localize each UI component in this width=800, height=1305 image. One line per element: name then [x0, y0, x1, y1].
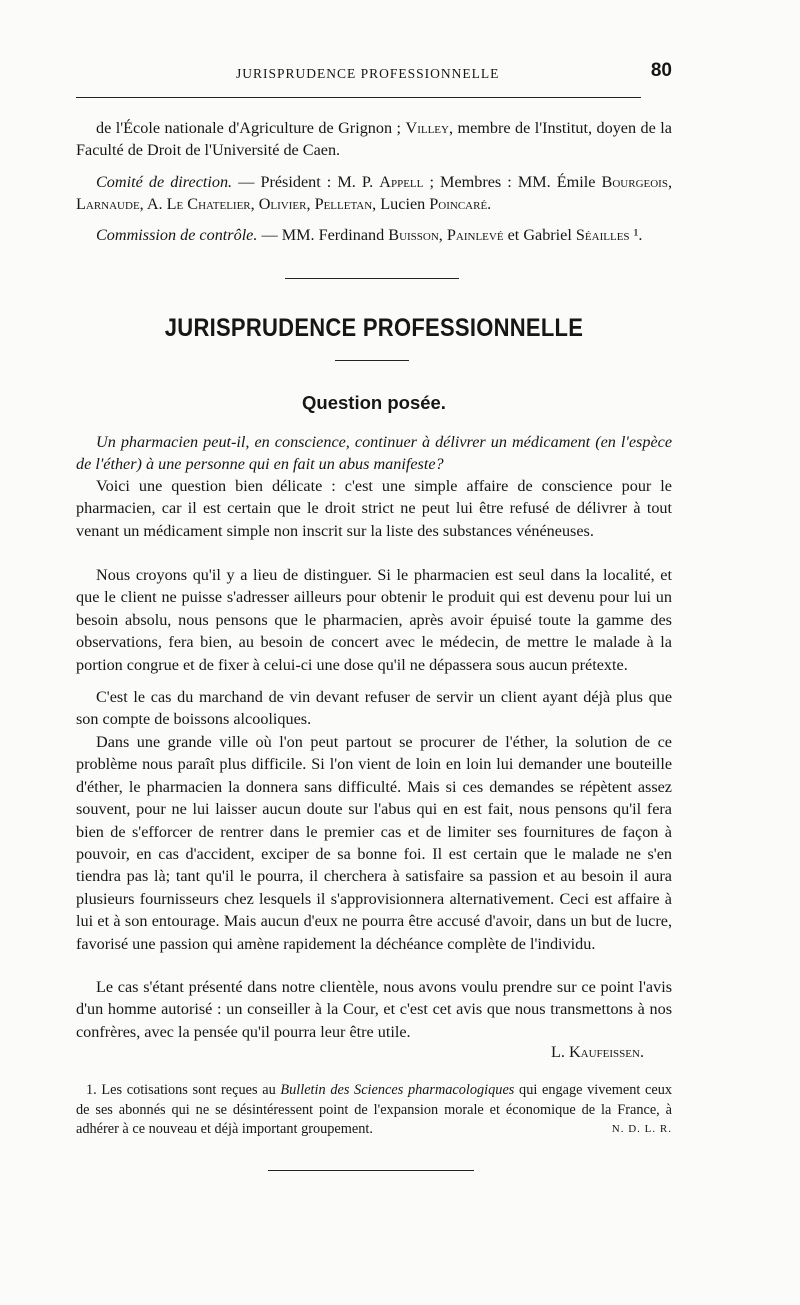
footnote	[76, 1081, 672, 1140]
intro-paragraph-3	[76, 224, 672, 246]
footnote-number: 1.	[86, 1082, 102, 1098]
intro-paragraph-1	[76, 117, 672, 162]
bottom-rule	[268, 1170, 474, 1171]
person-name: Séailles	[575, 226, 630, 244]
journal-title: Bulletin des Sciences pharmacologiques	[280, 1082, 515, 1098]
page-header	[76, 60, 672, 92]
signature-initial: L.	[550, 1043, 569, 1061]
text: et Gabriel	[503, 226, 576, 244]
body-paragraph-2: Nous croyons qu'il y a lieu de distinguer. Si le pharmacien est seul dans la localité, et que le client ne puisse s'adresser ailleurs pour obtenir le produit qui est devenu pour lui un besoin absolu, nous pensons que le pharmacien, après avoir épuisé toute la gamme des observations, fera bien, au besoin de concert avec le médecin, de mettre le malade à la portion congrue et de fixer à celui-ci une dose qu'il ne dépassera sous aucun prétexte.	[76, 566, 672, 674]
text: — MM. Ferdinand	[257, 226, 389, 244]
body-paragraph-3: C'est le cas du marchand de vin devant refuser de servir un client ayant déjà plus que son compte de boissons alcooliques.	[76, 688, 672, 729]
text: Les cotisations sont reçues au	[101, 1082, 281, 1098]
question-text: Un pharmacien peut-il, en conscience, continuer à délivrer un médicament (en l'espèce de l'éther) à une personne qui en fait un abus manifeste?	[76, 433, 672, 474]
subsection-title: Question posée.	[302, 392, 446, 413]
text: Lucien	[376, 195, 430, 214]
text: ; Membres : MM. Émile	[423, 173, 602, 191]
section-label: Commission de contrôle.	[96, 226, 258, 244]
section-title: JURISPRUDENCE PROFESSIONNELLE	[164, 314, 584, 342]
body-paragraph-4: Dans une grande ville où l'on peut partout se procurer de l'éther, la solution de ce problème nous paraît plus difficile. Si l'on vient de loin en loin lui demander une bouteille d'éther, le pharmacien la donnera sans difficulté. Mais si ces demandes se répètent assez souvent, pour ne lui laisser aucun doute sur l'abus qui en est fait, nous pensons qu'il fera bien de s'efforcer de rentrer dans le premier cas et de limiter ses fournitures de façon à pouvoir, en cas d'accident, exciper de sa bonne foi. Il est certain que le malade ne s'en tiendra pas là; tant qu'il le pourra, il cherchera à satisfaire sa passion et au besoin il aura plusieurs fournisseurs chez lesquels il s'approvisionnera alternativement. Ceci est affaire à lui et à son entourage. Mais aucun d'eux ne pourra être accusé d'avoir, dans un but de lucre, favorisé une passion qui amène rapidement la déchéance complète de l'individu.	[76, 733, 672, 953]
footnote-ref: ¹.	[629, 226, 643, 244]
section-label: Comité de direction.	[96, 173, 233, 191]
text: ,	[438, 226, 447, 244]
signature-name: Kaufeissen.	[568, 1043, 644, 1061]
person-name: Poincaré	[429, 195, 488, 214]
text: qui engage vivement ceux de ses abonnés qui ne se désintéressent point de l'expansion morale et économique de la France, à adhérer à ce nouveau et déjà important groupement.	[76, 1082, 672, 1137]
running-title: JURISPRUDENCE PROFESSIONNELLE	[236, 66, 500, 81]
person-name: Painlevé	[446, 226, 504, 244]
person-name: Buisson	[388, 226, 439, 244]
footnote-signature: N. D. L. R.	[611, 1123, 672, 1135]
person-name: Appell	[379, 173, 424, 191]
person-name: Villey	[405, 119, 449, 137]
person-names: Bourgeois, Larnaude, A. Le Chatelier, Olivier, Pelletan,	[76, 173, 673, 214]
header-rule	[76, 97, 641, 98]
text: — Président : M. P.	[232, 173, 380, 191]
section-rule	[285, 278, 459, 279]
text: , membre de l'Institut, doyen de la Faculté de Droit de l'Université de Caen.	[76, 119, 672, 160]
intro-paragraph-2	[76, 171, 672, 216]
signature	[76, 1043, 672, 1065]
page-number: 80	[650, 60, 672, 81]
body-paragraph-5: Le cas s'étant présenté dans notre clientèle, nous avons voulu prendre sur ce point l'avis d'un homme autorisé : un conseiller à la Cour, et c'est cet avis que nous transmettons à nos confrères, avec la pensée qu'il pourra leur être utile.	[76, 978, 672, 1041]
title-rule	[335, 360, 409, 361]
text: de l'École nationale d'Agriculture de Grignon ;	[96, 119, 406, 137]
text: .	[487, 195, 492, 214]
body-paragraph-1: Voici une question bien délicate : c'est une simple affaire de conscience pour le pharmacien, car il est certain que le droit strict ne peut lui être refusé de délivrer à tout venant un médicament simple non inscrit sur la liste des substances vénéneuses.	[76, 477, 672, 540]
